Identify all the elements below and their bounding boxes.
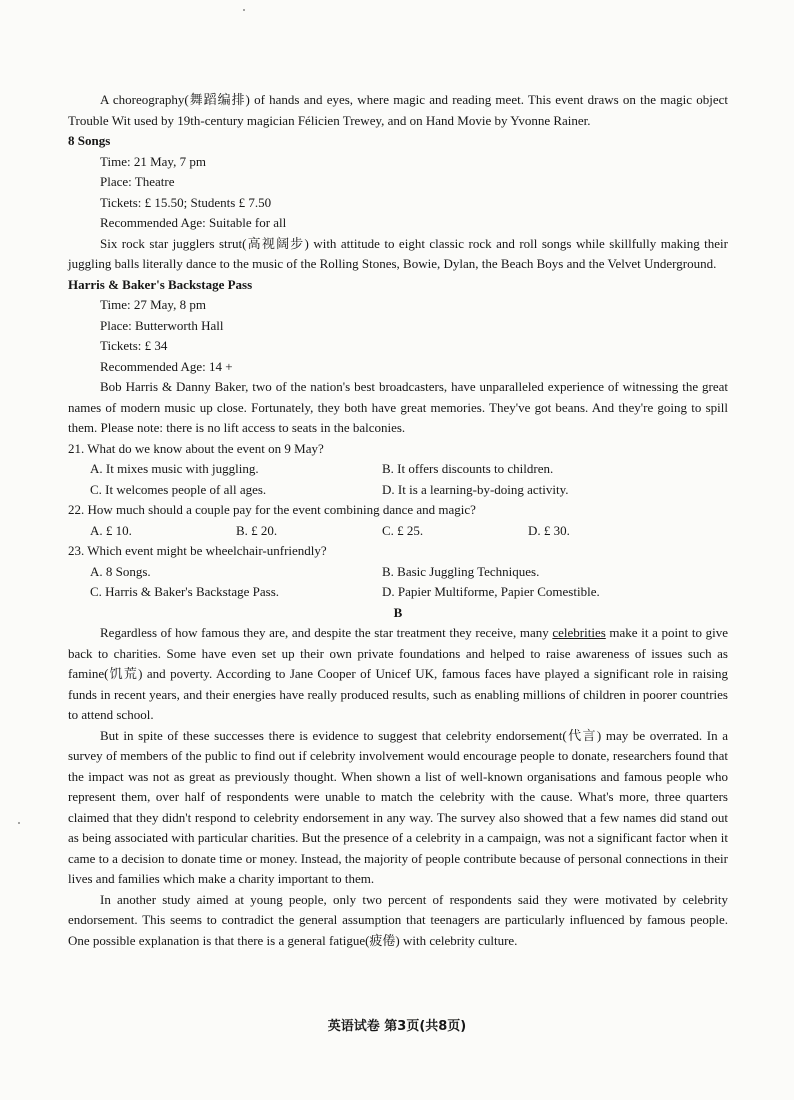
option-d[interactable]: D. Papier Multiforme, Papier Comestible. [382, 584, 600, 599]
event-title: Harris & Baker's Backstage Pass [68, 276, 253, 292]
passage-b-paragraph-1 [68, 623, 728, 726]
event-place: Place: Theatre [100, 174, 175, 189]
event-age: Recommended Age: 14 + [100, 358, 233, 374]
option-b[interactable]: B. £ 20. [236, 522, 278, 538]
event-description: Six rock star jugglers strut(高视阔步) with attitude to eight classic rock and roll songs while skillfully making their juggling balls literally dance to the music of the Rolling Stones, Bowie, Dylan, the Beach Boys and the Velvet Underground. [68, 235, 728, 271]
event-tickets: Tickets: £ 15.50; Students £ 7.50 [100, 194, 272, 210]
event-time: Time: 21 May, 7 pm [100, 153, 206, 169]
text-run: make it a point to give back to charities. Some have even set up their own private foundations and helped to raise awareness of issues such as famine(饥荒) and poverty. According to Jane Cooper of Unicef UK, famous faces have played a significant role in raising funds in recent years, and their energies have really produced results, such as enabling millions of children in poorer countries to attend school. [68, 625, 728, 722]
question-23 [68, 541, 728, 603]
page-footer: 英语试卷 第3页(共8页) [327, 1019, 467, 1034]
underlined-word: celebrities [552, 625, 606, 640]
option-a[interactable]: A. It mixes music with juggling. [90, 461, 259, 476]
option-a[interactable]: A. £ 10. [90, 522, 132, 538]
passage-b-paragraph-3: In another study aimed at young people, only two percent of respondents said they were motivated by celebrity endorsement. This seems to contradict the general assumption that teenagers are particularly influenced by famous people. One possible explanation is that there is a general fatigue(疲倦) with celebrity culture. [68, 891, 728, 948]
question-stem: 22. How much should a couple pay for the event combining dance and magic? [68, 502, 476, 517]
question-stem: 23. Which event might be wheelchair-unfriendly? [68, 543, 327, 558]
event-title: 8 Songs [68, 133, 111, 148]
option-b[interactable]: B. It offers discounts to children. [382, 461, 554, 476]
event-age: Recommended Age: Suitable for all [100, 215, 287, 230]
event-time: Time: 27 May, 8 pm [100, 297, 206, 312]
scan-speck [18, 822, 20, 824]
event-place: Place: Butterworth Hall [100, 317, 224, 333]
option-c[interactable]: C. £ 25. [382, 522, 424, 538]
intro-paragraph: A choreography(舞蹈编排) of hands and eyes, where magic and reading meet. This event draws on the magic object Trouble Wit used by 19th-century magician Félicien Trewey, and on Hand Movie by Yvonne Rainer. [68, 92, 728, 128]
option-d[interactable]: D. It is a learning-by-doing activity. [382, 481, 569, 497]
option-d[interactable]: D. £ 30. [528, 522, 570, 538]
event-8-songs [68, 131, 728, 275]
question-22 [68, 500, 728, 541]
option-c[interactable]: C. Harris & Baker's Backstage Pass. [90, 584, 280, 599]
question-21 [68, 439, 728, 501]
passage-b-paragraph-2: But in spite of these successes there is evidence to suggest that celebrity endorsement(代言) may be overrated. In a survey of members of the public to find out if celebrity involvement would encourage people to donate, researchers found that the impact was not as great as previously thought. When shown a list of well-known organisations and famous people who represent them, over half of respondents were unable to match the celebrity with the cause. What's more, three quarters claimed that they didn't respond to celebrity endorsement in any way. The survey also showed that a few names did stand out as being associated with particular charities. But the presence of a celebrity in a campaign, was not a significant factor when it came to a decision to donate time or money. Instead, the majority of people contribute because of personal connections in their lives and families which make a charity important to them. [68, 727, 728, 886]
event-tickets: Tickets: £ 34 [100, 338, 168, 353]
option-c[interactable]: C. It welcomes people of all ages. [90, 481, 267, 497]
question-stem: 21. What do we know about the event on 9 May? [68, 440, 324, 456]
option-b[interactable]: B. Basic Juggling Techniques. [382, 563, 540, 579]
event-description: Bob Harris & Danny Baker, two of the nation's best broadcasters, have unparalleled experience of witnessing the great names of modern music up close. Fortunately, they both have great memories. They've got beans. And they're going to spill them. Please note: there is no lift access to seats in the balconies. [68, 379, 728, 435]
exam-page [68, 0, 728, 951]
event-backstage-pass [68, 275, 728, 439]
option-a[interactable]: A. 8 Songs. [90, 563, 151, 579]
text-run: Regardless of how famous they are, and despite the star treatment they receive, many [100, 625, 553, 640]
section-heading: B [393, 604, 403, 620]
